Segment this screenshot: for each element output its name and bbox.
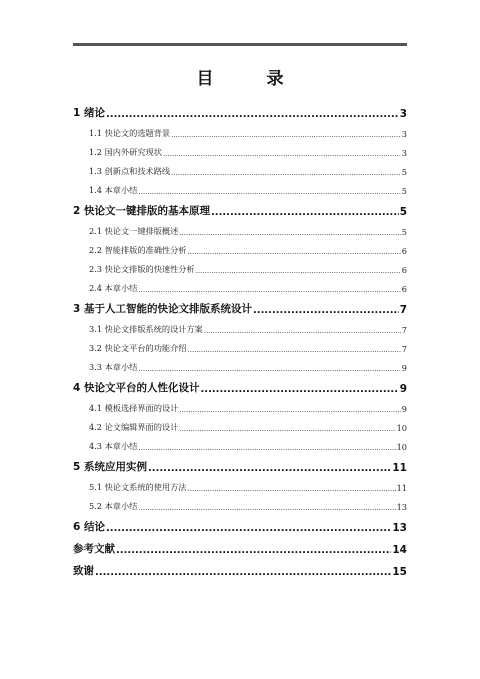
toc-entry-label: 4 快论文平台的人性化设计 — [73, 382, 200, 394]
toc-section-entry[interactable] — [73, 237, 407, 256]
toc-entry-label: 5.2 本章小结 — [89, 501, 138, 511]
toc-entry-label: 3.3 本章小结 — [89, 362, 138, 372]
toc-entry-label: 2.1 快论文一键排版概述 — [89, 226, 179, 236]
toc-page-number: 3 — [399, 108, 407, 120]
toc-page-number: 15 — [392, 566, 407, 578]
toc-section-entry[interactable] — [73, 316, 407, 335]
dot-leader — [179, 407, 400, 414]
dot-leader — [138, 366, 400, 373]
toc-page-number: 7 — [399, 304, 407, 316]
dot-leader — [148, 464, 391, 474]
dot-leader — [204, 328, 401, 335]
dot-leader — [196, 268, 401, 275]
toc-section-entry[interactable] — [73, 414, 407, 433]
toc-chapter-entry[interactable] — [73, 374, 407, 395]
toc-entry-label: 3.2 快论文平台的功能介绍 — [89, 343, 187, 353]
toc-entry-label: 5.1 快论文系统的使用方法 — [89, 482, 187, 492]
dot-leader — [179, 426, 395, 433]
dot-leader — [188, 486, 396, 493]
dot-leader — [106, 524, 391, 534]
toc-chapter-entry[interactable] — [73, 197, 407, 218]
dot-leader — [179, 230, 400, 237]
toc-page-number: 5 — [401, 167, 407, 177]
toc-chapter-entry[interactable] — [73, 295, 407, 316]
dot-leader — [188, 249, 401, 256]
toc-entry-label: 1.1 快论文的选题背景 — [89, 128, 171, 138]
toc-page-number: 13 — [392, 522, 407, 534]
toc-page-number: 11 — [396, 483, 407, 493]
toc-entry-label: 4.3 本章小结 — [89, 441, 138, 451]
toc-page-number: 9 — [399, 383, 407, 395]
dot-leader — [253, 306, 399, 316]
toc-entry-label: 6 结论 — [73, 521, 105, 533]
toc-section-entry[interactable] — [73, 158, 407, 177]
toc-page-number: 7 — [401, 325, 407, 335]
toc-entry-label: 2 快论文一键排版的基本原理 — [73, 205, 210, 217]
page-title: 目 录 — [196, 69, 302, 89]
toc-page-number: 6 — [401, 284, 407, 294]
toc-section-entry[interactable] — [73, 354, 407, 373]
toc-page-number: 3 — [401, 148, 407, 158]
toc-section-entry[interactable] — [73, 139, 407, 158]
dot-leader — [200, 385, 398, 395]
toc-entry-label: 2.4 本章小结 — [89, 283, 138, 293]
toc-chapter-entry[interactable] — [73, 99, 407, 120]
toc-page-number: 5 — [401, 186, 407, 196]
toc-entry-label: 1 绪论 — [73, 107, 105, 119]
toc-page-number: 10 — [396, 423, 407, 433]
toc-page-number: 5 — [401, 227, 407, 237]
toc-entry-label: 2.3 快论文排版的快速性分析 — [89, 264, 195, 274]
toc-chapter-entry[interactable] — [73, 535, 407, 556]
toc-entry-label: 1.2 国内外研究现状 — [89, 147, 162, 157]
header-rule — [73, 43, 407, 46]
toc-page-number: 3 — [401, 129, 407, 139]
toc-section-entry[interactable] — [73, 335, 407, 354]
toc-chapter-entry[interactable] — [73, 453, 407, 474]
dot-leader — [171, 170, 401, 177]
toc-chapter-entry[interactable] — [73, 557, 407, 578]
toc-section-entry[interactable] — [73, 474, 407, 493]
table-of-contents — [73, 98, 407, 578]
toc-entry-label: 4.2 论文编辑界面的设计 — [89, 422, 179, 432]
toc-page-number: 10 — [396, 442, 407, 452]
toc-entry-label: 1.3 创新点和技术路线 — [89, 166, 171, 176]
toc-page-number: 7 — [401, 344, 407, 354]
dot-leader — [95, 568, 391, 578]
toc-page-number: 5 — [399, 206, 407, 218]
toc-page-number: 14 — [392, 544, 407, 556]
toc-entry-label: 4.1 模板选择界面的设计 — [89, 403, 179, 413]
toc-section-entry[interactable] — [73, 433, 407, 452]
toc-section-entry[interactable] — [73, 256, 407, 275]
toc-section-entry[interactable] — [73, 120, 407, 139]
toc-section-entry[interactable] — [73, 395, 407, 414]
dot-leader — [138, 505, 395, 512]
toc-page-number: 9 — [401, 363, 407, 373]
toc-entry-label: 5 系统应用实例 — [73, 461, 147, 473]
toc-section-entry[interactable] — [73, 493, 407, 512]
dot-leader — [106, 110, 399, 120]
dot-leader — [188, 347, 401, 354]
toc-page-number: 6 — [401, 265, 407, 275]
toc-section-entry[interactable] — [73, 275, 407, 294]
toc-entry-label: 3 基于人工智能的快论文排版系统设计 — [73, 303, 252, 315]
toc-page-number: 6 — [401, 246, 407, 256]
dot-leader — [171, 132, 401, 139]
toc-entry-label: 致谢 — [73, 565, 94, 577]
dot-leader — [116, 546, 391, 556]
toc-entry-label: 3.1 快论文排版系统的设计方案 — [89, 324, 203, 334]
dot-leader — [163, 151, 401, 158]
dot-leader — [138, 445, 395, 452]
toc-page-number: 13 — [396, 502, 407, 512]
toc-entry-label: 1.4 本章小结 — [89, 185, 138, 195]
toc-page-number: 9 — [401, 404, 407, 414]
toc-section-entry[interactable] — [73, 218, 407, 237]
toc-chapter-entry[interactable] — [73, 513, 407, 534]
toc-entry-label: 参考文献 — [73, 543, 115, 555]
toc-page-number: 11 — [392, 462, 407, 474]
dot-leader — [138, 189, 400, 196]
dot-leader — [138, 287, 400, 294]
toc-section-entry[interactable] — [73, 177, 407, 196]
dot-leader — [211, 208, 399, 218]
toc-entry-label: 2.2 智能排版的准确性分析 — [89, 245, 187, 255]
